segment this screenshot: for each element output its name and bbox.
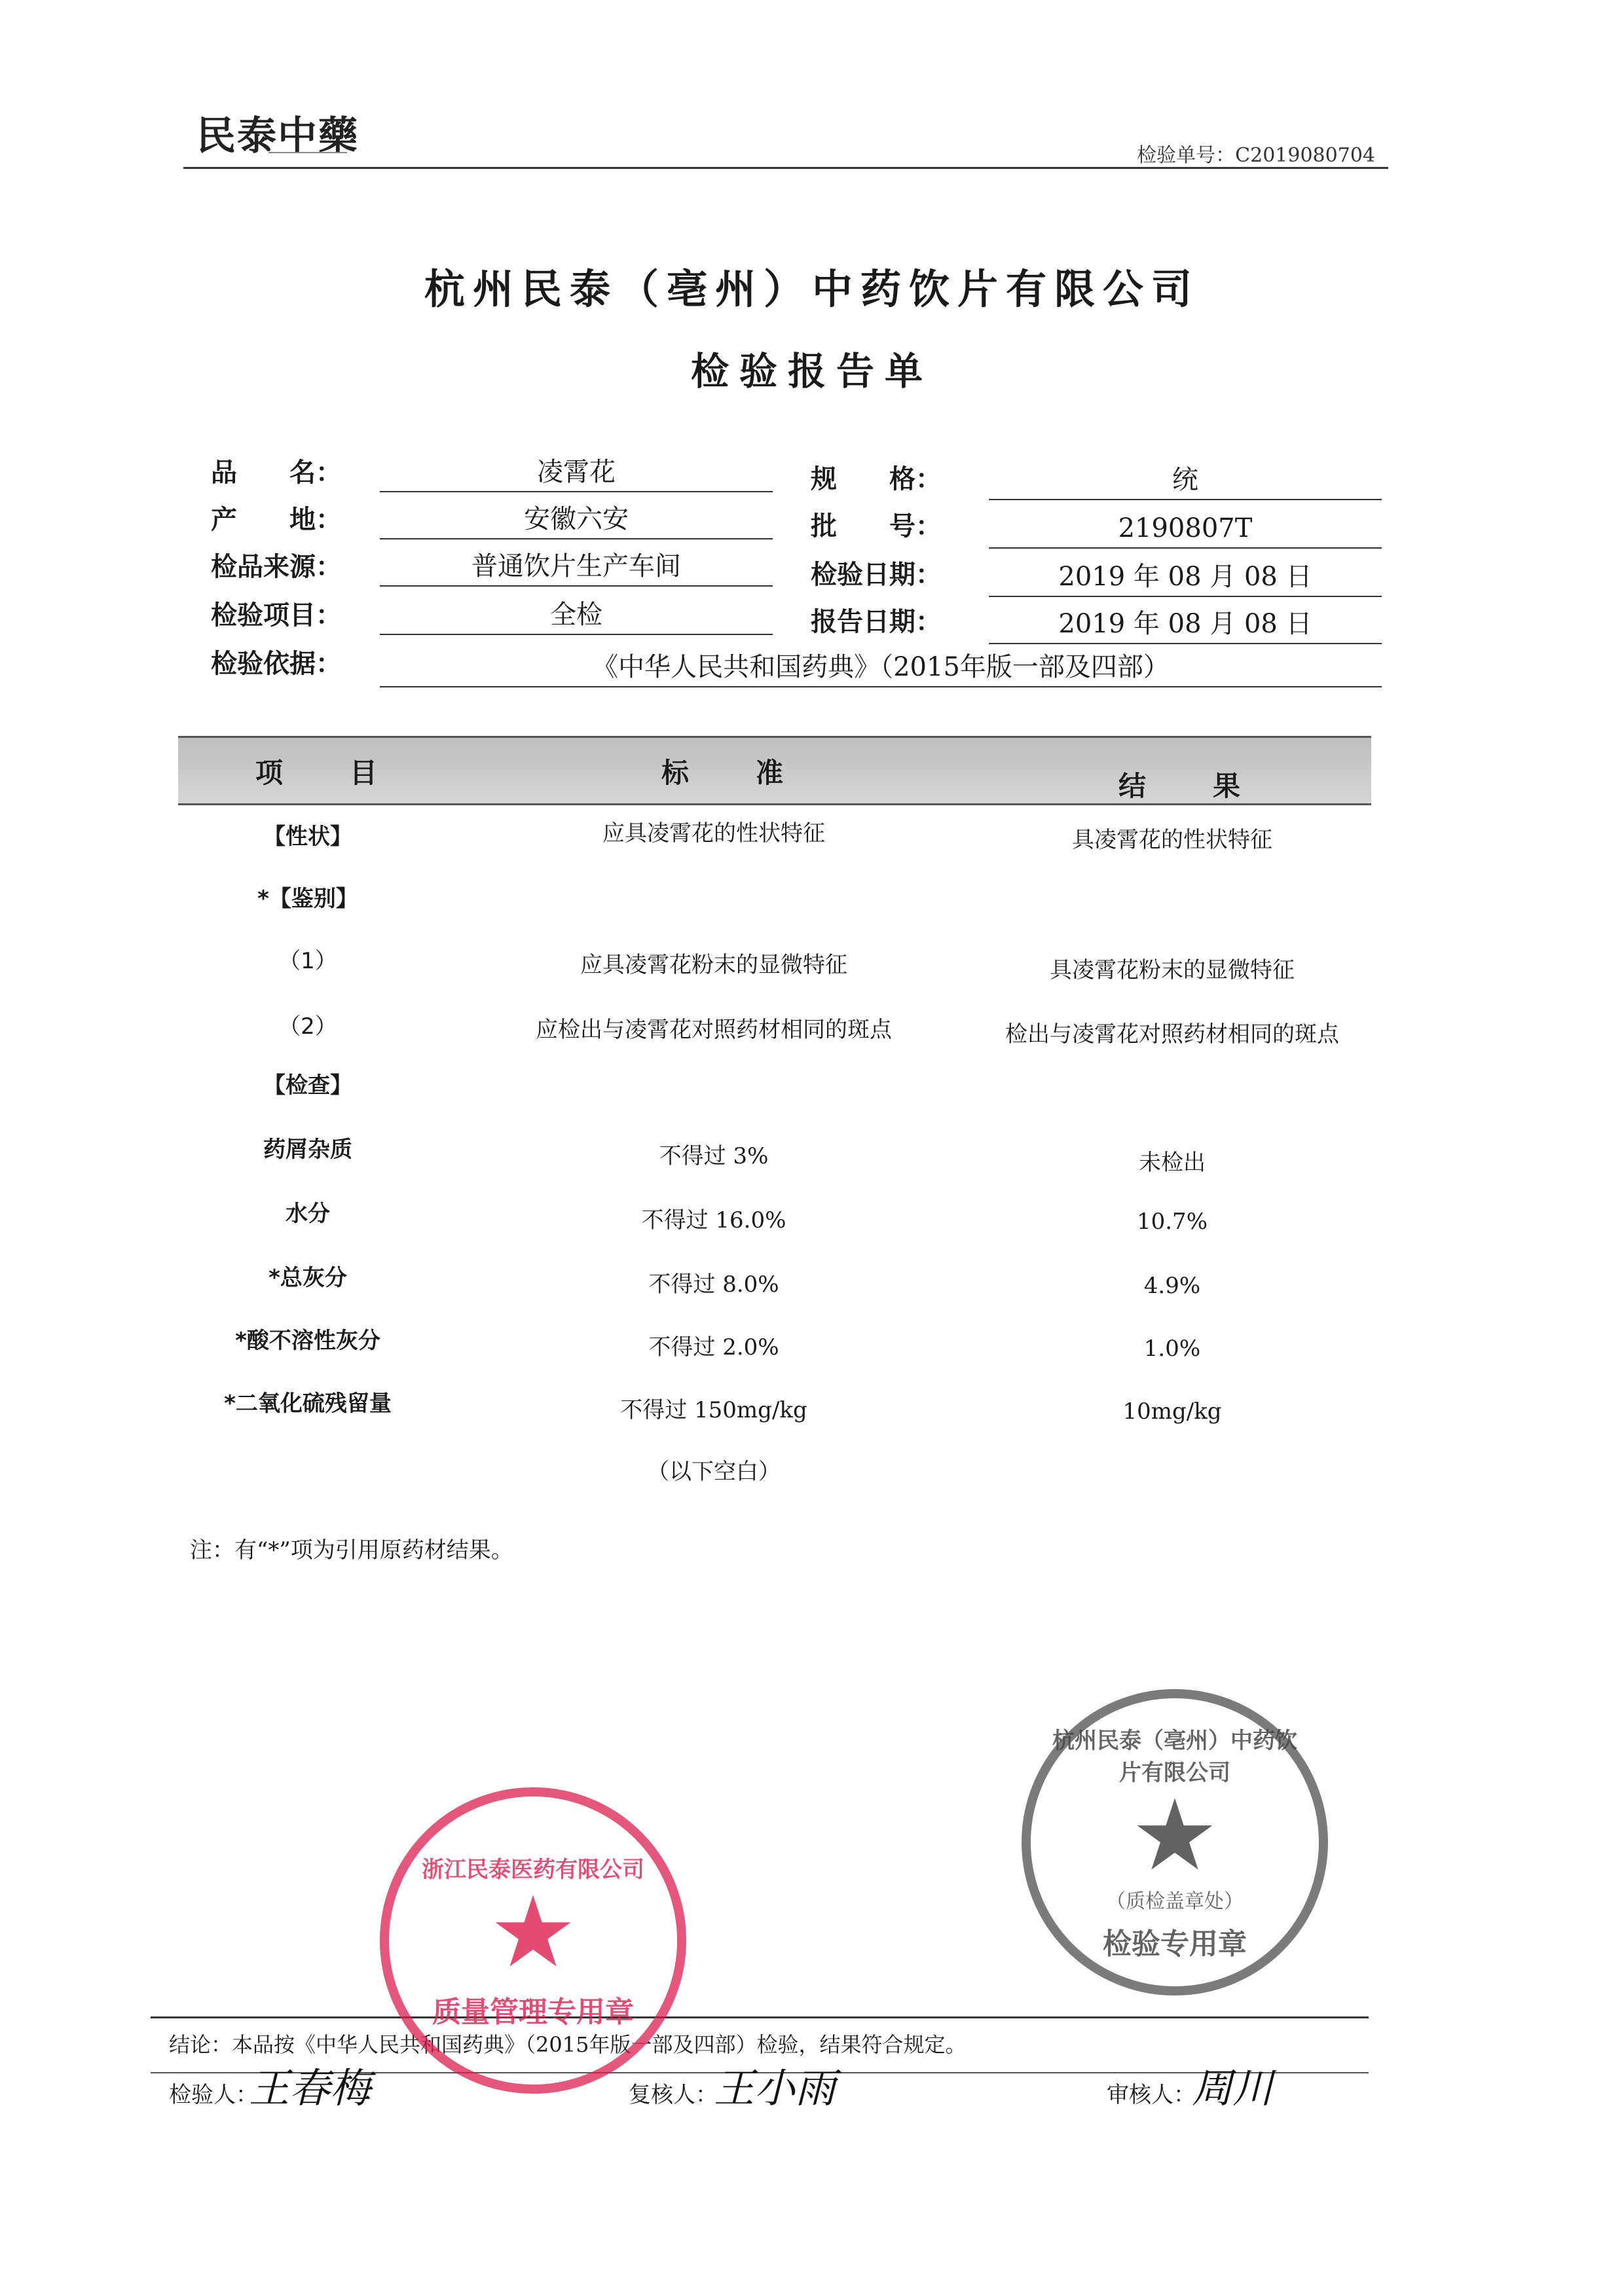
report-title: 检验报告单 (690, 349, 933, 393)
row-item-so2: *二氧化硫残留量 (224, 1391, 392, 1417)
test-date-value: 2019 年 08 月 08 日 (989, 558, 1382, 597)
row-result-appearance: 具凌霄花的性状特征 (1072, 827, 1272, 853)
logo-underline (268, 152, 347, 157)
quality-stamp-ring-text: 浙江民泰医药有限公司 (422, 1856, 644, 1883)
blank-below-note: （以下空白） (647, 1459, 781, 1485)
report-date-value: 2019 年 08 月 08 日 (989, 605, 1382, 644)
row-result-impurity: 未检出 (1139, 1150, 1206, 1176)
header-divider (183, 167, 1388, 169)
test-date-label: 检验日期： (811, 560, 942, 590)
star-icon: ★ (489, 1875, 578, 1990)
company-title: 杭州民泰（亳州）中药饮片有限公司 (424, 265, 1200, 313)
row-item-appearance: 【性状】 (263, 824, 352, 850)
source-label: 检品来源： (211, 552, 342, 582)
source-value: 普通饮片生产车间 (380, 547, 773, 587)
row-item-impurity: 药屑杂质 (263, 1137, 352, 1163)
row-result-moisture: 10.7% (1136, 1209, 1208, 1235)
row-result-ident-2: 检出与凌霄花对照药材相同的斑点 (1005, 1021, 1339, 1048)
reviewer-signature: 王小雨 (714, 2064, 836, 2112)
inspector-signature: 王春梅 (249, 2064, 371, 2112)
row-item-ident-2: （2） (278, 1013, 337, 1040)
qc-stamp-ring-text: 杭州民泰（亳州）中药饮片有限公司 (1052, 1728, 1297, 1786)
conclusion-text: 结论：本品按《中华人民共和国药典》（2015年版一部及四部）检验，结果符合规定。 (169, 2032, 967, 2057)
items-label: 检验项目： (211, 600, 342, 630)
row-standard-moisture: 不得过 16.0% (641, 1207, 786, 1233)
row-standard-acid-ash: 不得过 2.0% (648, 1334, 779, 1360)
reviewer-label: 复核人： (629, 2082, 718, 2108)
origin-label: 产 地： (211, 505, 342, 535)
row-item-acid-ash: *酸不溶性灰分 (235, 1328, 380, 1354)
quality-stamp-inner-text: 质量管理专用章 (432, 1995, 634, 2029)
row-standard-ident-2: 应检出与凌霄花对照药材相同的斑点 (536, 1017, 892, 1043)
approver-label: 审核人： (1107, 2082, 1196, 2108)
qc-stamp-inner-text: 检验专用章 (1103, 1927, 1247, 1961)
batch-value: 2190807T (989, 509, 1382, 549)
row-result-acid-ash: 1.0% (1143, 1336, 1201, 1362)
row-standard-appearance: 应具凌霄花的性状特征 (602, 820, 825, 847)
row-result-total-ash: 4.9% (1143, 1273, 1201, 1299)
row-item-identification: *【鉴别】 (257, 886, 358, 912)
quality-stamp (380, 1787, 686, 2094)
report-date-label: 报告日期： (811, 607, 942, 637)
basis-value: 《中华人民共和国药典》（2015年版一部及四部） (380, 648, 1382, 687)
report-number: 检验单号：C2019080704 (1137, 144, 1375, 167)
inspector-label: 检验人： (169, 2082, 258, 2108)
approver-signature: 周川 (1192, 2064, 1274, 2112)
row-standard-so2: 不得过 150mg/kg (620, 1397, 807, 1423)
spec-label: 规 格： (811, 464, 942, 494)
basis-label: 检验依据： (211, 649, 342, 679)
table-header-item: 项 目 (255, 757, 397, 789)
conclusion-top-line (151, 2016, 1369, 2018)
star-icon: ★ (1130, 1779, 1219, 1893)
row-result-so2: 10mg/kg (1122, 1398, 1222, 1425)
row-item-inspection: 【检查】 (263, 1072, 352, 1099)
batch-label: 批 号： (811, 511, 942, 541)
row-standard-total-ash: 不得过 8.0% (648, 1271, 779, 1298)
items-value: 全检 (380, 596, 773, 635)
row-standard-ident-1: 应具凌霄花粉末的显微特征 (580, 952, 847, 978)
qc-stamp-hint: （质检盖章处） (1106, 1890, 1244, 1913)
footnote: 注：有“*”项为引用原药材结果。 (190, 1537, 513, 1563)
spec-value: 统 (989, 461, 1382, 500)
row-item-ident-1: （1） (278, 948, 337, 974)
row-result-ident-1: 具凌霄花粉末的显微特征 (1050, 957, 1295, 983)
origin-value: 安徽六安 (380, 500, 773, 539)
product-label: 品 名： (211, 458, 342, 488)
table-header-standard: 标 准 (661, 757, 803, 789)
row-item-total-ash: *总灰分 (268, 1265, 347, 1291)
row-item-moisture: 水分 (286, 1201, 330, 1227)
company-logo: 民泰中藥 (196, 113, 359, 159)
qc-stamp (1022, 1689, 1328, 1995)
row-standard-impurity: 不得过 3% (659, 1143, 769, 1169)
product-value: 凌霄花 (380, 453, 773, 492)
table-header-result: 结 果 (1118, 770, 1261, 802)
